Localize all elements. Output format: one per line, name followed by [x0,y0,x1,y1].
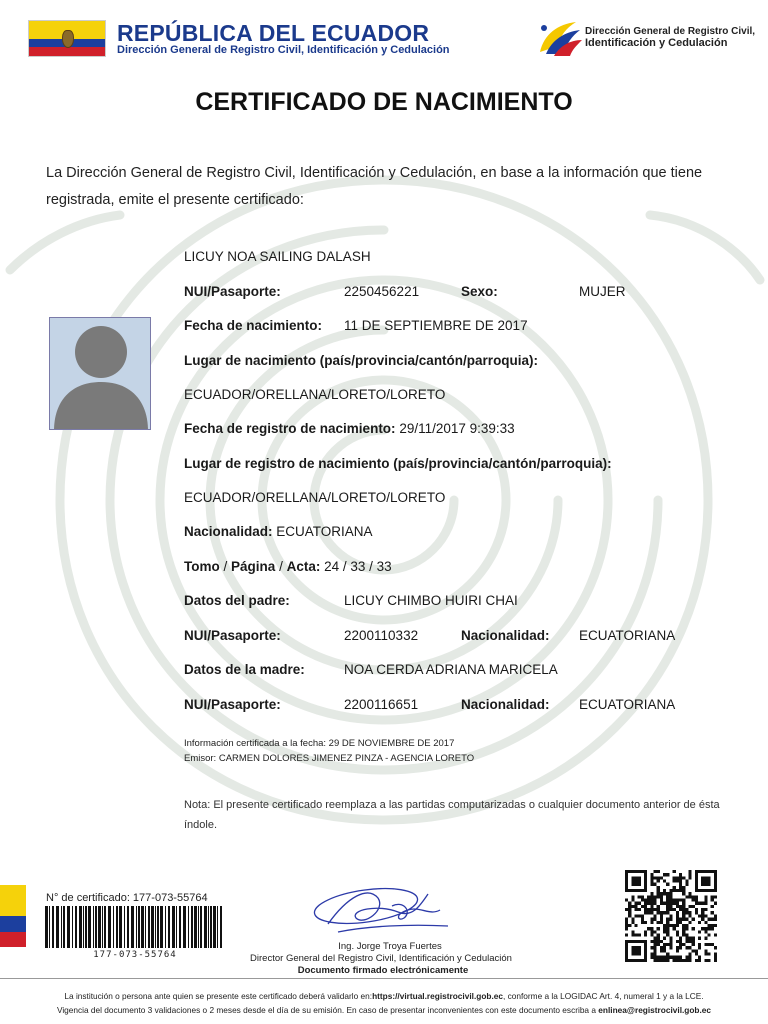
registration-date-label: Fecha de registro de nacimiento: [184,421,396,436]
mother-name: NOA CERDA ADRIANA MARICELA [344,662,558,677]
tomo-label: Tomo [184,559,220,574]
mother-nui-value: 2200116651 [344,697,419,712]
validation-url-link[interactable]: https://virtual.registrocivil.gob.ec [372,991,503,1001]
birth-date-value: 11 DE SEPTIEMBRE DE 2017 [344,318,528,333]
father-nui-value: 2200110332 [344,628,419,643]
footer-line2 [0,1005,768,1015]
nationality-label: Nacionalidad: [184,524,273,539]
registration-date-row [184,421,515,436]
footer-line1-text: La institución o persona ante quien se presente este certificado deberá validarlo en: [64,991,373,1001]
slash-separator: / [279,559,283,574]
footer-divider [0,978,768,979]
republic-subtitle: Dirección General de Registro Civil, Identificación y Cedulación [117,44,450,56]
person-sex-label: Sexo: [461,284,498,299]
person-silhouette-icon [50,318,151,430]
registration-date-value: 29/11/2017 9:39:33 [399,421,515,436]
mother-nationality-value: ECUATORIANA [579,697,676,712]
nationality-row [184,524,373,539]
signed-electronically-note: Documento firmado electrónicamente [297,965,469,976]
tomo-pagina-acta-row [184,559,392,574]
side-flag-stripe-icon [0,885,26,947]
qr-code-icon [622,870,720,962]
certificate-number: N° de certificado: 177-073-55764 [46,892,208,904]
registration-place-value: ECUADOR/ORELLANA/LORETO/LORETO [184,490,446,505]
person-nui-value: 2250456221 [344,284,420,299]
father-nui-label: NUI/Pasaporte: [184,628,281,643]
support-email-link[interactable]: enlinea@registrocivil.gob.ec [598,1005,712,1015]
signature-icon [308,876,456,942]
slash-separator: / [223,559,228,574]
intro-paragraph: La Dirección General de Registro Civil, Identificación y Cedulación, en base a la información que tiene registrada, emite el presente certificado: [46,165,703,208]
document-title: CERTIFICADO DE NACIMIENTO [195,88,573,116]
father-label: Datos del padre: [184,593,290,608]
birth-date-label: Fecha de nacimiento: [184,318,323,333]
father-nationality-value: ECUATORIANA [579,628,676,643]
republic-title: REPÚBLICA DEL ECUADOR [117,20,430,46]
mother-nationality-label: Nacionalidad: [461,697,550,712]
birth-place-label: Lugar de nacimiento (país/provincia/cantón/parroquia): [184,353,539,368]
person-photo [49,317,151,430]
birth-place-value: ECUADOR/ORELLANA/LORETO/LORETO [184,387,446,402]
father-nationality-label: Nacionalidad: [461,628,550,643]
logo-text-line1: Dirección General de Registro Civil, [585,26,756,37]
signer-name: Ing. Jorge Troya Fuertes [338,941,442,952]
certificate-note: Nota: El presente certificado reemplaza a las partidas computarizadas o cualquier documento anterior de ésta índole. [184,799,720,831]
registro-civil-logo-icon [536,18,582,58]
mother-label: Datos de la madre: [184,662,305,677]
person-sex-value: MUJER [579,284,626,299]
acta-label: Acta: [286,559,321,574]
father-name: LICUY CHIMBO HUIRI CHAI [344,593,518,608]
tomo-pagina-acta-value: 24 / 33 / 33 [324,559,392,574]
nationality-value: ECUATORIANA [276,524,373,539]
person-nui-label: NUI/Pasaporte: [184,284,281,299]
registration-place-label: Lugar de registro de nacimiento (país/provincia/cantón/parroquia): [184,456,612,471]
footer-line2-text: Vigencia del documento 3 validaciones o 2 meses desde el día de su emisión. En caso de presentar inconvenientes con este documento escriba a [56,1005,599,1015]
barcode-number: 177-073-55764 [93,950,177,960]
footer-line1-text-end: , conforme a la LOGIDAC Art. 4, numeral 1 y a la LCE. [503,991,704,1001]
signer-role: Director General del Registro Civil, Identificación y Cedulación [250,953,512,964]
ecuador-flag-icon [28,20,106,57]
pagina-label: Página [231,559,276,574]
certification-date-line: Información certificada a la fecha: 29 DE NOVIEMBRE DE 2017 [184,738,455,749]
footer-line1 [0,991,768,1001]
certification-issuer-line: Emisor: CARMEN DOLORES JIMENEZ PINZA - AGENCIA LORETO [184,753,475,764]
header [0,18,768,62]
mother-nui-label: NUI/Pasaporte: [184,697,281,712]
logo-text-line2: Identificación y Cedulación [585,37,728,49]
person-name: LICUY NOA SAILING DALASH [184,249,371,264]
